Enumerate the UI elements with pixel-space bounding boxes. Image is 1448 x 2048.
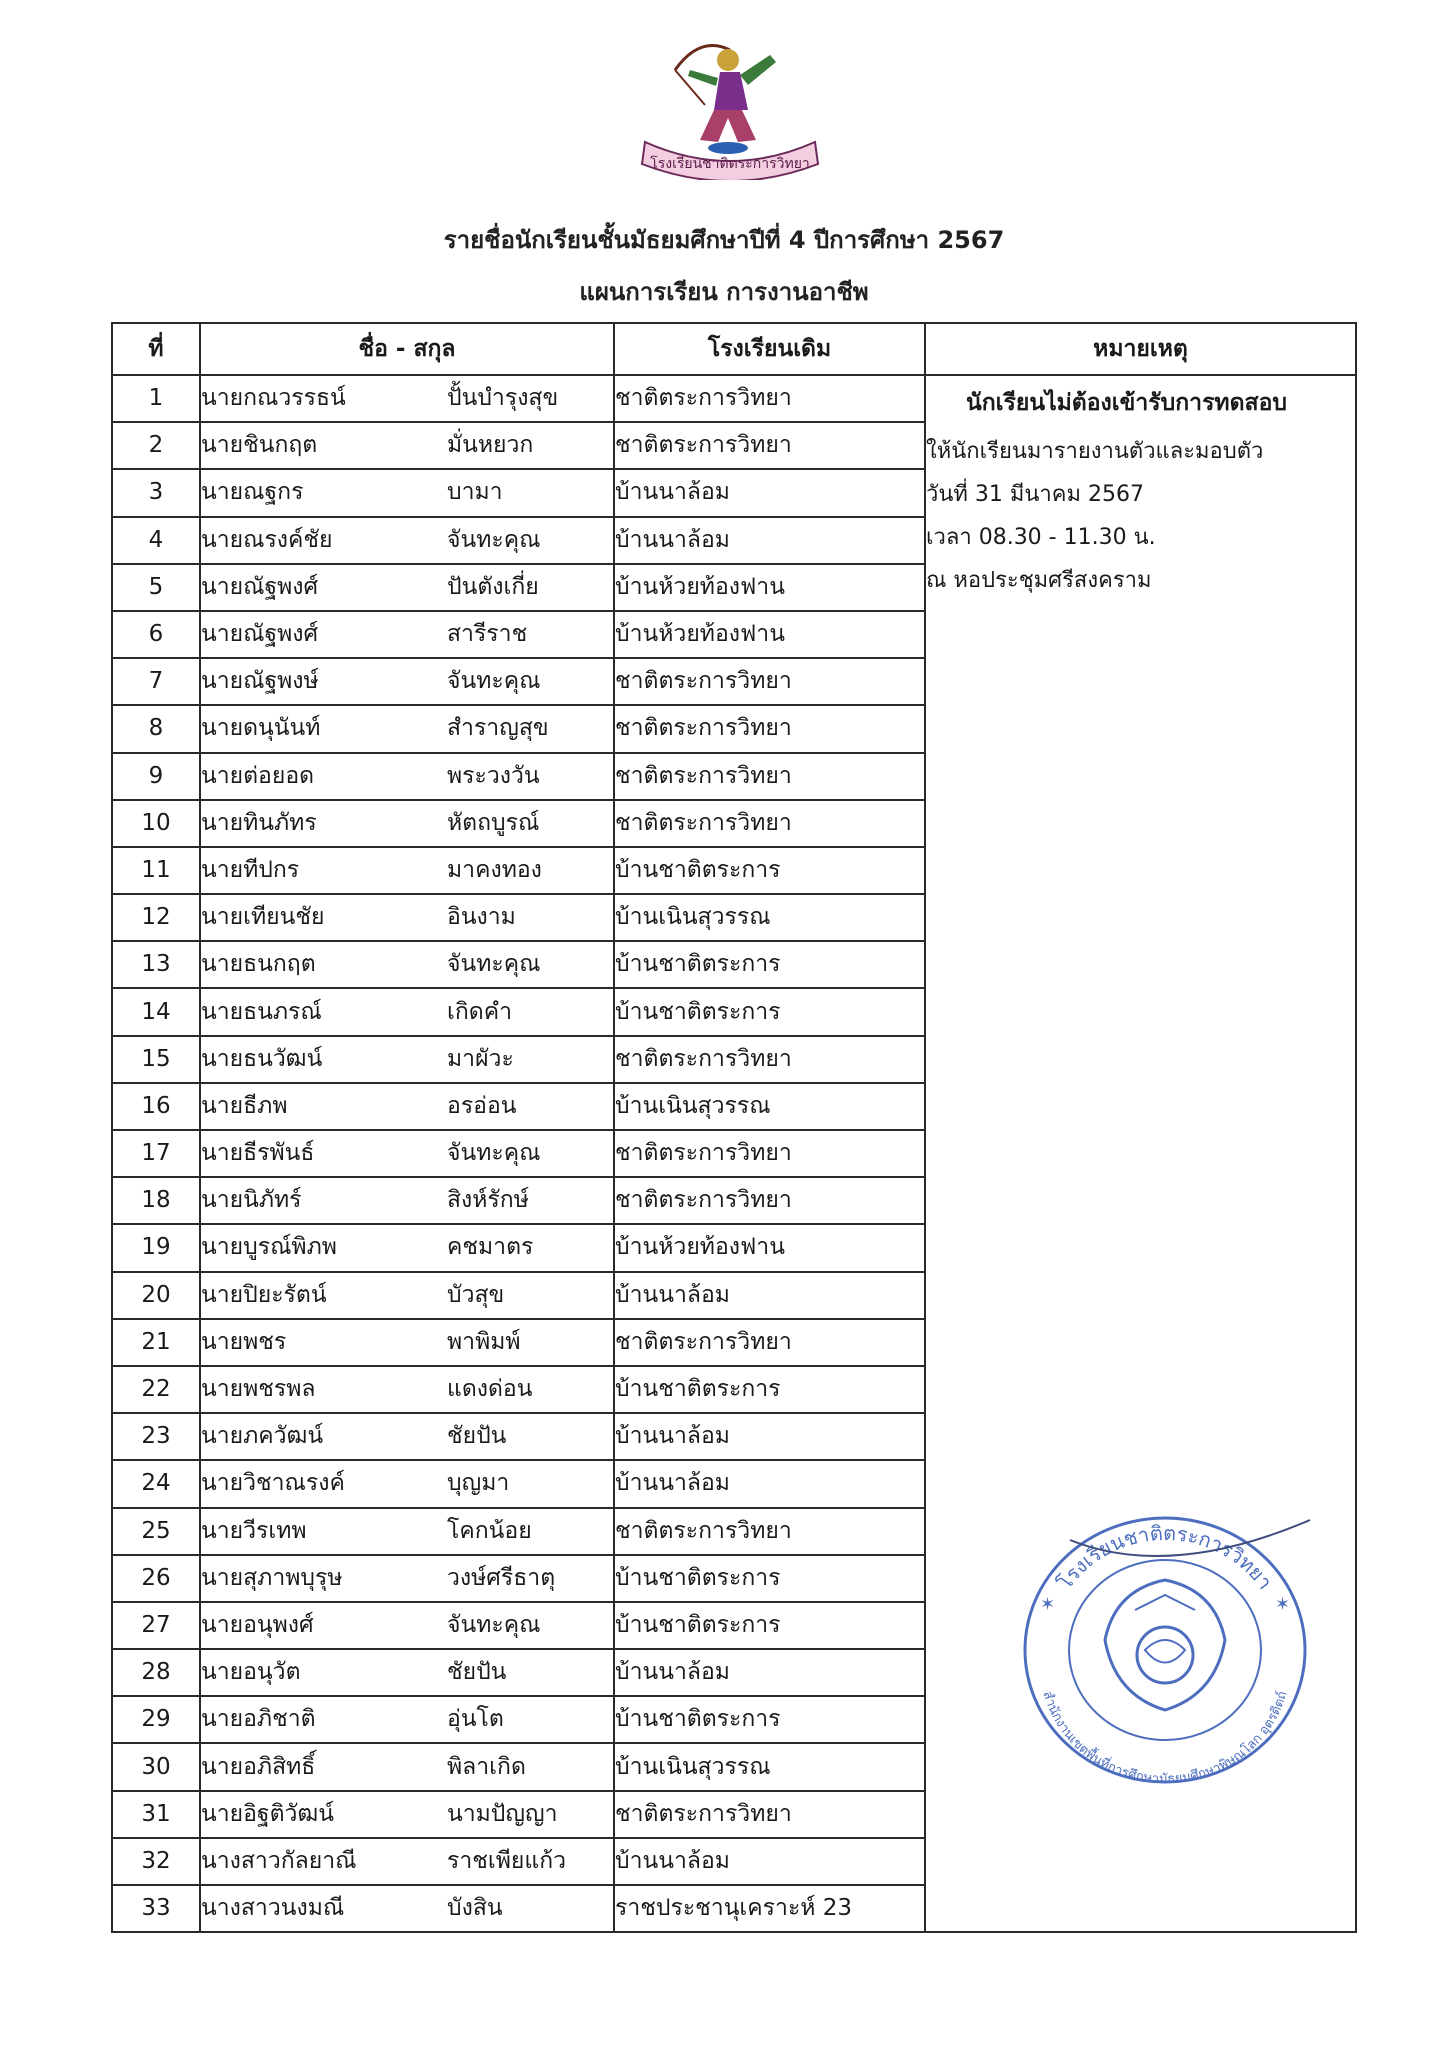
last-name: คชมาตร [447, 1234, 534, 1261]
previous-school: บ้านนาล้อม [614, 1413, 925, 1460]
student-name [200, 422, 614, 469]
last-name: อุ่นโต [447, 1706, 504, 1733]
previous-school: ชาติตระการวิทยา [614, 800, 925, 847]
last-name: วงษ์ศรีธาตุ [447, 1564, 556, 1591]
previous-school: บ้านชาติตระการ [614, 988, 925, 1035]
first-name: นายธนภรณ์ [201, 998, 322, 1025]
last-name: จันทะคุณ [447, 1611, 541, 1638]
first-name: นายทีปกร [201, 856, 300, 883]
last-name: จันทะคุณ [447, 526, 541, 553]
last-name: จันทะคุณ [447, 951, 541, 978]
row-number: 30 [112, 1743, 200, 1790]
stamp-emblem-icon [1105, 1580, 1225, 1710]
first-name: นายอภิสิทธิ์ [201, 1753, 316, 1780]
column-header-name: ชื่อ - สกุล [200, 323, 614, 375]
last-name: ปั้นบำรุงสุข [447, 385, 559, 412]
row-number: 19 [112, 1224, 200, 1271]
first-name: นายณฐกร [201, 479, 304, 506]
first-name: นายพชร [201, 1328, 287, 1355]
stamp-top-text: โรงเรียนชาติตระการวิทยา [1052, 1520, 1278, 1594]
student-name [200, 375, 614, 422]
table-row [112, 375, 1356, 422]
row-number: 10 [112, 800, 200, 847]
last-name: จันทะคุณ [447, 1140, 541, 1167]
row-number: 17 [112, 1130, 200, 1177]
row-number: 27 [112, 1602, 200, 1649]
previous-school: ชาติตระการวิทยา [614, 1130, 925, 1177]
student-name [200, 517, 614, 564]
previous-school: ชาติตระการวิทยา [614, 375, 925, 422]
previous-school: ชาติตระการวิทยา [614, 658, 925, 705]
last-name: นามปัญญา [447, 1800, 558, 1827]
first-name: นายภควัฒน์ [201, 1423, 324, 1450]
column-header-no: ที่ [112, 323, 200, 375]
last-name: ปันตังเกี่ย [447, 573, 539, 600]
previous-school: ชาติตระการวิทยา [614, 1177, 925, 1224]
previous-school: บ้านนาล้อม [614, 1649, 925, 1696]
first-name: นางสาวกัลยาณี [201, 1847, 357, 1874]
row-number: 14 [112, 988, 200, 1035]
last-name: หัตถบูรณ์ [447, 809, 540, 836]
row-number: 7 [112, 658, 200, 705]
svg-text:โรงเรียนชาติตระการวิทยา [1053, 1521, 1278, 1594]
first-name: นายชินกฤต [201, 432, 318, 459]
row-number: 20 [112, 1272, 200, 1319]
first-name: นายปิยะรัตน์ [201, 1281, 327, 1308]
last-name: สารีราช [447, 621, 528, 648]
row-number: 4 [112, 517, 200, 564]
student-name [200, 1130, 614, 1177]
row-number: 22 [112, 1366, 200, 1413]
first-name: นายอนุวัต [201, 1659, 301, 1686]
last-name: โคกน้อย [447, 1517, 532, 1544]
previous-school: บ้านห้วยท้องฟาน [614, 1224, 925, 1271]
row-number: 25 [112, 1508, 200, 1555]
previous-school: บ้านชาติตระการ [614, 1555, 925, 1602]
previous-school: ชาติตระการวิทยา [614, 422, 925, 469]
student-name [200, 564, 614, 611]
svg-text:✶: ✶ [1275, 1594, 1291, 1615]
row-number: 3 [112, 469, 200, 516]
row-number: 21 [112, 1319, 200, 1366]
remark-line: เวลา 08.30 - 11.30 น. [926, 525, 1156, 550]
row-number: 28 [112, 1649, 200, 1696]
previous-school: บ้านห้วยท้องฟาน [614, 611, 925, 658]
previous-school: ชาติตระการวิทยา [614, 705, 925, 752]
row-number: 8 [112, 705, 200, 752]
row-number: 32 [112, 1838, 200, 1885]
first-name: นายธนกฤต [201, 951, 316, 978]
student-name [200, 1272, 614, 1319]
last-name: จันทะคุณ [447, 668, 541, 695]
first-name: นายบูรณ์พิภพ [201, 1234, 337, 1261]
svg-text:สำนักงานเขตพื้นที่การศึกษามัธย [1039, 1689, 1290, 1787]
logo-banner-text: โรงเรียนชาติตระการวิทยา [650, 156, 810, 172]
column-header-note: หมายเหตุ [925, 323, 1356, 375]
row-number: 18 [112, 1177, 200, 1224]
first-name: นางสาวนงมณี [201, 1895, 345, 1922]
previous-school: บ้านชาติตระการ [614, 941, 925, 988]
last-name: บามา [447, 479, 503, 506]
previous-school: บ้านเนินสุวรรณ [614, 1083, 925, 1130]
row-number: 16 [112, 1083, 200, 1130]
table-header-row [112, 323, 1356, 375]
first-name: นายเทียนชัย [201, 904, 325, 931]
student-name [200, 1885, 614, 1932]
student-name [200, 1791, 614, 1838]
first-name: นายธนวัฒน์ [201, 1045, 323, 1072]
previous-school: ชาติตระการวิทยา [614, 1319, 925, 1366]
last-name: อินงาม [447, 904, 516, 931]
row-number: 24 [112, 1460, 200, 1507]
student-name [200, 894, 614, 941]
first-name: นายธีรพันธ์ [201, 1140, 315, 1167]
student-name [200, 800, 614, 847]
student-name [200, 1460, 614, 1507]
previous-school: บ้านชาติตระการ [614, 1602, 925, 1649]
student-name [200, 1036, 614, 1083]
student-name [200, 705, 614, 752]
last-name: บัวสุข [447, 1281, 505, 1308]
remark-line: ให้นักเรียนมารายงานตัวและมอบตัว [926, 439, 1264, 464]
student-name [200, 1224, 614, 1271]
last-name: ชัยปัน [447, 1659, 507, 1686]
row-number: 26 [112, 1555, 200, 1602]
last-name: มาคงทอง [447, 856, 542, 883]
last-name: พาพิมพ์ [447, 1328, 521, 1355]
previous-school: บ้านชาติตระการ [614, 847, 925, 894]
row-number: 5 [112, 564, 200, 611]
student-name [200, 988, 614, 1035]
row-number: 6 [112, 611, 200, 658]
first-name: นายนิภัทร์ [201, 1187, 302, 1214]
first-name: นายพชรพล [201, 1376, 316, 1403]
student-name [200, 1555, 614, 1602]
student-name [200, 611, 614, 658]
last-name: ชัยปัน [447, 1423, 507, 1450]
student-name [200, 1083, 614, 1130]
last-name: เกิดคำ [447, 998, 513, 1025]
first-name: นายทินภัทร [201, 809, 317, 836]
previous-school: บ้านนาล้อม [614, 1838, 925, 1885]
last-name: บุญมา [447, 1470, 510, 1497]
svg-text:✶: ✶ [1040, 1594, 1056, 1615]
previous-school: บ้านนาล้อม [614, 469, 925, 516]
row-number: 33 [112, 1885, 200, 1932]
first-name: นายสุภาพบุรุษ [201, 1564, 343, 1591]
last-name: พิลาเกิด [447, 1753, 526, 1780]
first-name: นายณัฐพงษ์ [201, 668, 319, 695]
previous-school: บ้านเนินสุวรรณ [614, 1743, 925, 1790]
student-name [200, 1743, 614, 1790]
previous-school: บ้านเนินสุวรรณ [614, 894, 925, 941]
previous-school: บ้านชาติตระการ [614, 1366, 925, 1413]
first-name: นายต่อยอด [201, 762, 315, 789]
first-name: นายดนุนันท์ [201, 715, 321, 742]
remark-line: วันที่ 31 มีนาคม 2567 [926, 482, 1144, 507]
student-name [200, 847, 614, 894]
previous-school: ชาติตระการวิทยา [614, 753, 925, 800]
last-name: บังสิน [447, 1895, 503, 1922]
last-name: มั่นหยวก [447, 432, 534, 459]
previous-school: ชาติตระการวิทยา [614, 1508, 925, 1555]
first-name: นายวีรเทพ [201, 1517, 307, 1544]
previous-school: บ้านนาล้อม [614, 1460, 925, 1507]
first-name: นายณัฐพงศ์ [201, 621, 319, 648]
page-subtitle: แผนการเรียน การงานอาชีพ [579, 278, 869, 306]
previous-school: ชาติตระการวิทยา [614, 1791, 925, 1838]
last-name: อรอ่อน [447, 1092, 517, 1119]
student-name [200, 1696, 614, 1743]
previous-school: ชาติตระการวิทยา [614, 1036, 925, 1083]
first-name: นายกณวรรธน์ [201, 385, 346, 412]
column-header-school: โรงเรียนเดิม [614, 323, 925, 375]
first-name: นายณรงค์ชัย [201, 526, 333, 553]
school-logo [630, 30, 830, 180]
student-name [200, 1649, 614, 1696]
previous-school: ราชประชานุเคราะห์ 23 [614, 1885, 925, 1932]
official-stamp [1010, 1500, 1320, 1790]
last-name: พระวงวัน [447, 762, 540, 789]
stamp-bottom-text: สำนักงานเขตพื้นที่การศึกษามัธยมศึกษาพิษณุโลก อุตรดิตถ์ [1039, 1689, 1291, 1788]
row-number: 29 [112, 1696, 200, 1743]
row-number: 31 [112, 1791, 200, 1838]
student-name [200, 753, 614, 800]
last-name: ราชเพียแก้ว [447, 1847, 567, 1874]
first-name: นายณัฐพงศ์ [201, 573, 319, 600]
row-number: 2 [112, 422, 200, 469]
row-number: 13 [112, 941, 200, 988]
first-name: นายอิฐติวัฒน์ [201, 1800, 334, 1827]
student-name [200, 1177, 614, 1224]
row-number: 9 [112, 753, 200, 800]
student-name [200, 1413, 614, 1460]
first-name: นายวิชาณรงค์ [201, 1470, 345, 1497]
previous-school: บ้านนาล้อม [614, 517, 925, 564]
row-number: 15 [112, 1036, 200, 1083]
first-name: นายอนุพงศ์ [201, 1611, 314, 1638]
last-name: แดงด่อน [447, 1376, 533, 1403]
row-number: 12 [112, 894, 200, 941]
previous-school: บ้านนาล้อม [614, 1272, 925, 1319]
student-name [200, 941, 614, 988]
page-title: รายชื่อนักเรียนชั้นมัธยมศึกษาปีที่ 4 ปีการศึกษา 2567 [443, 226, 1005, 254]
remark-headline: นักเรียนไม่ต้องเข้ารับการทดสอบ [966, 390, 1287, 416]
student-name [200, 1508, 614, 1555]
student-name [200, 469, 614, 516]
last-name: มาผัวะ [447, 1045, 514, 1072]
student-name [200, 1602, 614, 1649]
first-name: นายอภิชาติ [201, 1706, 316, 1733]
last-name: สิงห์รักษ์ [447, 1187, 529, 1214]
student-name [200, 1838, 614, 1885]
student-name [200, 1366, 614, 1413]
row-number: 1 [112, 375, 200, 422]
figure-icon [675, 46, 776, 155]
row-number: 23 [112, 1413, 200, 1460]
remark-line: ณ หอประชุมศรีสงคราม [926, 568, 1152, 593]
previous-school: บ้านห้วยท้องฟาน [614, 564, 925, 611]
previous-school: บ้านชาติตระการ [614, 1696, 925, 1743]
student-name [200, 658, 614, 705]
row-number: 11 [112, 847, 200, 894]
student-name [200, 1319, 614, 1366]
first-name: นายธีภพ [201, 1092, 288, 1119]
last-name: สำราญสุข [447, 715, 549, 742]
